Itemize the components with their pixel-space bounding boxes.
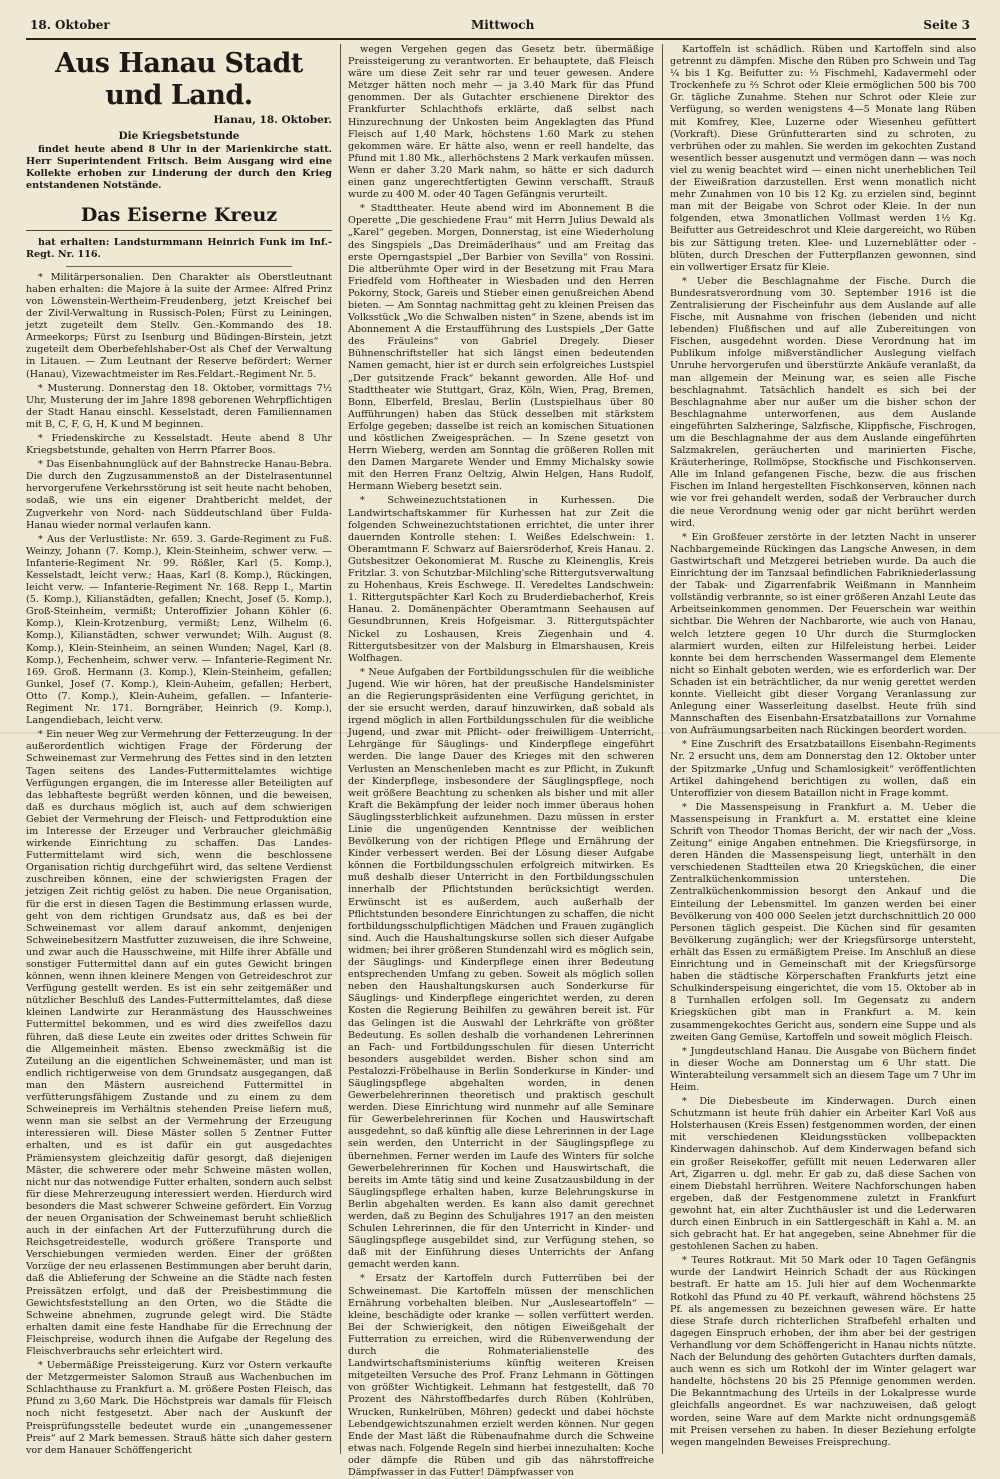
article-paragraph: * Ein Großfeuer zerstörte in der letzten Nacht in unserer Nachbargemeinde Rückingen das Langsche Anwesen, in dem Gastwirtschaft und Metzgerei betrieben wurde. Da auch die Einrichtung der im Tanzsaal befindlichen Fabrikniederlassung der Tabak- und Zigarrenfabrik Weißmann in Mannheim vollständig verbrannte, so ist einer größeren Anzahl Leute das Arbeitseinkommen genommen. Der Feuerschein war weithin sichtbar. Die Wehren der Nachbarorte, wie auch von Hanau, welch letztere gegen 10 Uhr durch die Sturmglocken alarmiert wurden, eilten zur Hilfeleistung herbei. Leider konnte bei dem herrschenden Wassermangel dem Elemente nicht so Einhalt geboten werden, wie es erforderlich war. Der Schaden ist ein beträchtlicher, da nur wenig gerettet werden konnte. Vielleicht gibt dieser Vorgang Veranlassung zur Anlegung einer Wasserleitung daselbst. Heute früh sind Mannschaften des Eisenbahn-Ersatzbataillons zur Vornahme von Aufräumungsarbeiten nach Rückingen beordert worden. [670, 531, 976, 737]
article-paragraph: * Jungdeutschland Hanau. Die Ausgabe von Büchern findet in dieser Woche am Donnerstag um 6 Uhr statt. Die Winterabteilung versammelt sich an diesem Tage um 7 Uhr im Heim. [670, 1045, 976, 1093]
article-paragraph: * Teures Rotkraut. Mit 50 Mark oder 10 Tagen Gefängnis wurde der Landwirt Heinrich Schadt der aus Rückingen bestraft. Er hatte am 15. Juli hier auf dem Wochenmarkte Rotkohl das Pfund zu 40 Pf. verkauft, während höchstens 25 Pf. als angemessen zu bezeichnen gewesen wäre. Er hatte diese Strafe durch richterlichen Strafbefehl erhalten und dagegen Einspruch erhoben, der ihm aber bei der gestrigen Verhandlung vor dem Schöffengericht in Hanau nichts nützte. Nach der Belundung des gehörten Gutachters durften damals, auch wenn es sich um Rotkohl der im Winter gelagert war handelte, höchstens 20 bis 25 Pfennige genommen werden. Die Bekanntmachung des Urteils in der Lokalpresse wurde gleichfalls angeordnet. Es war nachzuweisen, daß gelogt worden, seine Ware auf dem Markte nicht ordnungsgemäß mit Preisen versehen zu haben. In dieser Beziehung erfolgte wegen mangelnden Beweises Freisprechung. [670, 1255, 976, 1448]
article-paragraph: wegen Vergehen gegen das Gesetz betr. übermäßige Preissteigerung zu verantworten. Er behauptete, daß Fleisch wäre um diese Zeit sehr rar und teuer gewesen. Andere Metzger hätten noch mehr — ja 3.40 Mark für das Pfund genommen. Der als Gutachter erschienene Direktor des Frankfurter Schlachthofs erklärte, daß selbst nach Hinzurechnung der Unkosten beim Angeklagten das Pfund Fleisch auf 1,40 Mark, höchstens 1.60 Mark zu stehen gekommen wäre. Er hätte also, wenn er reell handelte, das Pfund mit 1.80 Mk., allerhöchstens 2 Mark verkaufen müssen. Wenn er daher 3.20 Mark nahm, so hätte er sich dadurch einen ganz ungerechtfertigten Gewinn verschafft. Strauß wurde zu 400 M. oder 40 Tagen Gefängnis verurteilt. [348, 44, 654, 201]
column-rule [662, 44, 663, 1454]
divider [66, 266, 292, 267]
section-masthead: Aus Hanau Stadt und Land. [55, 48, 303, 111]
dateline: Hanau, 18. Oktober. [213, 114, 332, 126]
article-columns [26, 44, 976, 1478]
article-paragraph: * Aus der Verlustliste: Nr. 659. 3. Garde-Regiment zu Fuß. Weinzy, Johann (7. Komp.), Klein-Steinheim, schwer verw. — Infanterie-Regiment Nr. 99. Rößler, Karl (5. Komp.), Kesselstadt, leicht verw.; Haas, Karl (8. Komp.), Rückingen, leicht verw. — Infanterie-Regiment Nr. 168. Repp I., Martin (5. Komp.), Kilianstädten, gefallen; Knecht, Josef (5. Komp.), Groß-Steinheim, vermißt; Unteroffizier Johann Köhler (6. Komp.), Klein-Krotzenburg, vermißt; Lenz, Wilhelm (6. Komp.), Kilianstädten, schwer verwundet; Wilh. August (8. Komp.), Klein-Steinheim, an seinen Wunden; Nagel, Karl (8. Komp.), Fechenheim, schwer verw. — Infanterie-Regiment Nr. 169. Groß. Hermann (3. Komp.), Klein-Steinheim, gefallen; Gunkel, Josef (7. Komp.), Klein-Auheim, gefallen; Herbert, Otto (7. Komp.), Klein-Auheim, gefallen. — Infanterie-Regiment Nr. 171. Borngräber, Heinrich (9. Komp.), Langendiebach, leicht verw. [26, 533, 332, 727]
article-paragraph: * Die Massenspeisung in Frankfurt a. M. Ueber die Massenspeisung in Frankfurt a. M. erstattet eine kleine Schrift von Theodor Thomas Bericht, der wir nach der „Voss. Zeitung“ einige Angaben entnehmen. Die Kriegsfürsorge, in deren Händen die Massenspeisung liegt, unterhält in den verschiedenen Stadtteilen etwa 20 Kriegsküchen, die einer Zentralküchenkommission unterstehen. Die Zentralküchenkommission besorgt den Ankauf und die Einteilung der Lebensmittel. Im ganzen werden bei einer Bevölkerung von 400 000 Seelen jetzt durchschnittlich 20 000 Personen täglich gespeist. Die Küchen sind für gesamten Bevölkerung zugänglich; wer der Kriegsfürsorge untersteht, erhält das Essen zu ermäßigtem Preise. Im Anschluß an diese Einrichtung und in Gemeinschaft mit der Kriegsfürsorge haben die städtische Körperschaften Frankfurts jetzt eine Schulkinderspeisung eingerichtet, die vom 15. Oktober ab in 8 Turnhallen erfolgen soll. Im Gegensatz zu andern Kriegsküchen gibt man in Frankfurt a. M. kein zusammengekochtes Gericht aus, sondern eine Suppe und als zweiten Gang Gemüse, Kartoffeln und soweit möglich Fleisch. [670, 801, 976, 1043]
article-paragraph: * Militärpersonalien. Den Charakter als Oberstleutnant haben erhalten: die Majore à la suite der Armee: Alfred Prinz von Löwenstein-Wertheim-Freudenberg, jetzt Kreischef bei der Zivil-Verwaltung in Russisch-Polen; Fürst zu Leiningen, jetzt zugeteilt dem Stellv. Gen.-Kommando des 18. Armeekorps; Fürst zu Isenburg und Büdingen-Birstein, jetzt zugeteilt dem Oberbefehlshaber-Ost als Chef der Verwaltung in Litauen. — Zum Leutnant der Reserve befördert: Werner (Hanau), Vizewachtmeister im Res.Feldart.-Regiment Nr. 5. [26, 271, 332, 380]
article-paragraph: hat erhalten: Landsturmmann Heinrich Funk im Inf.-Regt. Nr. 116. [26, 236, 332, 260]
iron-cross-title: Das Eiserne Kreuz [26, 203, 332, 231]
header-date: 18. Oktober [30, 18, 110, 32]
column-1 [26, 44, 332, 1454]
article-paragraph: * Uebermäßige Preissteigerung. Kurz vor Ostern verkaufte der Metzgermeister Salomon Strauß aus Wachenbuchen im Schlachthause zu Frankfurt a. M. größere Posten Fleisch, das Pfund zu 3,60 Mark. Die Höchstpreis war damals für Fleisch noch nicht festgesetzt. Aber nach der Auskunft der Preisprüfungsstelle bedeutet wurde ein „unangemessener Preis“ auf 2 Mark bemessen. Strauß hätte sich daher gestern vor dem Hanauer Schöffengericht [26, 1360, 332, 1456]
article-paragraph: * Eine Zuschrift des Ersatzbataillons Eisenbahn-Regiments Nr. 2 ersucht uns, dem am Donnerstag den 12. Oktober unter der Spitzmarke „Unfug und Schamlosigkeit“ veröffentlichten Artikel dahingehend berichtigen zu wollen, daß ein Unteroffizier von diesem Bataillon nicht in Frage kommt. [670, 739, 976, 799]
article-paragraph: * Das Eisenbahnunglück auf der Bahnstrecke Hanau-Bebra. Die durch den Zugzusammenstoß an der Distelrasentunnel hervorgerufene Verkehrsstörung ist seit heute nacht behoben, sodaß, wie uns ein eigener Drahtbericht meldet, der Zugverkehr von Nord- nach Süddeutschland über Fulda-Hanau wieder normal verlaufen kann. [26, 459, 332, 531]
article-paragraph: * Die Diebesbeute im Kinderwagen. Durch einen Schutzmann ist heute früh dahier ein Arbeiter Karl Voß aus Holsterhausen (Kreis Essen) festgenommen worden, der einen mit verschiedenen Kleidungsstücken vollbepackten Kinderwagen dahinschob. Auf dem Kinderwagen befand sich ein großer Reisekoffer, gefüllt mit neuen Lederwaren aller Art, Zigarren u. dgl. mehr. Er gab zu, daß diese Sachen von einem Diebstahl herrühren. Weitere Nachforschungen haben ergeben, daß der Festgenommene zuletzt in Frankfurt gewohnt hat, ein alter Zuchthäusler ist und die Lederwaren durch einen Einbruch in ein Sattlergeschäft in Kahl a. M. an sich gebracht hat. Er hat angegeben, seine Abnehmer für die gestohlenen Sachen zu haben. [670, 1096, 976, 1253]
header-weekday: Mittwoch [471, 18, 535, 32]
newspaper-page [26, 14, 976, 1478]
article-paragraph: findet heute abend 8 Uhr in der Marienkirche statt. Herr Superintendent Fritsch. Beim Ausgang wird eine Kollekte erhoben zur Linderung der durch den Krieg entstandenen Notstände. [26, 144, 332, 192]
article-paragraph: * Ersatz der Kartoffeln durch Futterrüben bei der Schweinemast. Die Kartoffeln müssen der menschlichen Ernährung vorbehalten bleiben. Nur „Ausleseartoffeln“ — kleine, beschädigte oder kranke — sollen verfüttert werden. Bei der Schwierigkeit, den nötigen Eiweißgehalt der Futterration zu erreichen, wird die Rübenverwendung der durch die Rohmaterialienstelle des Landwirtschaftsministeriums künftig weiteren Kreisen mitgeteilten Versuche des Prof. Franz Lehmann in Göttingen von größter Wichtigkeit. Lehmann hat festgestellt, daß 70 Prozent des Nährstoffbedarfes durch Rüben (Kohlrüben, Wrucken, Runkelrüben, Möhren) gedeckt und dabei höchste Lebendgewichtszunahmen erzielt werden können. Nur gegen Ende der Mast läßt die Rübenaufnahme durch die Schweine etwas nach. Folgende Regeln sind hierbei innezuhalten: Koche oder dämpfe die Rüben und gib das nährstoffreiche Dämpfwasser in das Futter! Dämpfwasser von [348, 1273, 654, 1478]
article-paragraph: * Stadttheater. Heute abend wird im Abonnement B die Operette „Die geschiedene Frau“ mit Herrn Julius Dewald als „Karel“ gegeben. Morgen, Donnerstag, ist eine Wiederholung des Singspiels „Das Dreimäderlhaus“ und am Freitag das erste Operngastspiel „Der Barbier von Sevilla“ von Rossini. Die altberühmte Oper wird in der Besetzung mit Frau Mara Friedfeld vom Hoftheater in Wiesbaden und den Herren Pokorny, Stock, Gareis und Stieber einen genußreichen Abend bieten. — Am Sonntag nachmittag geht zu kleinen Preisen das Volksstück „Wo die Schwalben nisten“ in Szene, abends ist im Abonnement A die Erstaufführung des Lustspiels „Der Gatte des Fräuleins“ von Gabriel Dregely. Dieser Bühnenschriftsteller hat sich längst einen bedeutenden Namen gemacht, hier ist er durch sein erfolgreiches Lustspiel „Der gutsitzende Frack“ bekannt geworden. Alle Hof- und Stadttheater wie Stuttgart, Graz, Köln, Wien, Prag, Bremen, Bonn, Elberfeld, Breslau, Berlin (Lustspielhaus über 80 Aufführungen) haben das Stück desselben mit stärkstem Erfolge gegeben; dasselbe ist reich an komischen Situationen und köstlichen Zweigesprächen. — In Szene gesetzt von Herrn Wieberg, werden am Sonntag die größeren Rollen mit den Damen Margarete Wender und Emmy Michalsky sowie mit den Herren Franz Oeltzig, Alwin Helgen, Hans Rudolf, Hermann Wieberg besetzt sein. [348, 203, 654, 493]
article-paragraph: * Friedenskirche zu Kesselstadt. Heute abend 8 Uhr Kriegsbetstunde, gehalten von Herrn Pfarrer Boos. [26, 432, 332, 457]
article-paragraph: * Neue Aufgaben der Fortbildungsschulen für die weibliche Jugend. Wie wir hören, hat der preußische Handelsminister an die Regierungspräsidenten eine Verfügung gerichtet, in der sie ersucht werden, darauf hinzuwirken, daß sobald als irgend möglich in allen Fortbildungsschulen für die weibliche Jugend, und zwar mit Pflicht- oder freiwilligem Unterricht, Lehrgänge für Säuglings- und Kinderpflege eingeführt werden. Die lange Dauer des Krieges mit den schweren Verlusten an Menschenleben macht es zur Pflicht, in Zukunft der Kinderpflege, insbesondere der Säuglingspflege, noch weit größere Beachtung zu schenken als bisher und mit aller Kraft die Bekämpfung der leider noch immer überaus hohen Säuglingssterblichkeit aufzunehmen. Dazu müssen in erster Linie die ungenügenden Kenntnisse der weiblichen Bevölkerung von der richtigen Pflege und Ernährung der Kinder verbessert werden. Bei der Lösung dieser Aufgabe können die Fortbildungsschulen erfolgreich mitwirken. Es muß deshalb dieser Unterricht in den Fortbildungsschulen innerhalb der Pflichtstunden berücksichtigt werden. Erwünscht ist es außerdem, auch außerhalb der Pflichtstunden besondere Einrichtungen zu schaffen, die nicht fortbildungsschulpflichtigen Mädchen und Frauen zugänglich sind. Auch die Haushaltungskurse sollen sich dieser Aufgabe widmen; bei ihrer größeren Stundenzahl wird es möglich sein, der Säuglings- und Kinderpflege einen ihrer Bedeutung entsprechenden Umfang zu geben. Soweit als möglich sollen neben den Haushaltungskursen auch Sonderkurse für Säuglings- und Kinderpflege eingerichtet werden, zu deren Kosten die Regierung Beihilfen zu gewähren bereit ist. Für das Gelingen ist die Auswahl der Lehrkräfte von größter Bedeutung. Es sollen deshalb die vorhandenen Lehrerinnen an Fach- und Fortbildungsschulen für diesen Unterricht besonders ausgebildet werden. Bisher schon sind am Pestalozzi-Fröbelhause in Berlin Sonderkurse in Kinder- und Säuglingspflege abgehalten worden, in denen Gewerbelehrerinnen theoretisch und praktisch geschult werden. Diese Einrichtung wird nunmehr auf alle Seminare für Gewerbelehrerinnen für Kochen und Hauswirtschaft ausgedehnt, so daß künftig alle diese Lehrerinnen in der Lage sein werden, den Unterricht in der Säuglingspflege zu übernehmen. Ferner werden im Laufe des Winters für solche Gewerbelehrerinnen für Kochen und Hauswirtschaft, die bereits im Amte tätig sind und keine Zusatzausbildung in der Säuglingspflege erhalten haben, kurze Belehrungskurse in Berlin abgehalten werden. Es kann also damit gerechnet werden, daß zu Beginn des Schuljahres 1917 an den meisten Schulen Lehrerinnen, die für den Unterricht in Kinder- und Säuglingspflege ausgebildet sind, zur Verfügung stehen, so daß mit der Einführung dieses Unterrichts der Anfang gemacht werden kann. [348, 666, 654, 1271]
article-paragraph: Kartoffeln ist schädlich. Rüben und Kartoffeln sind also getrennt zu dämpfen. Mische den Rüben pro Schwein und Tag ¼ bis 1 Kg. Beifutter zu: ⅓ Fischmehl, Kadavermehl oder Trockenhefe zu ⅔ Schrot oder Kleie ermöglichen 500 bis 700 Gr. tägliche Zunahme. Stehen nur Schrot oder Kleie zur Verfügung, so werden wenigstens 4—5 Monate lang Rüben mit Komfrey, Klee, Luzerne oder Wiesenheu gefüttert (Vorkraft). Diese Grünfutterarten sind zu schroten, zu verbrühen oder zu mahlen. Sie werden im gekochten Zustand wesentlich besser ausgenutzt und vermögen dann — was noch viel zu wenig beachtet wird — einen nicht unerheblichen Teil der Eiweißration darzustellen. Erst wenn monatlich nicht mehr Zunahmen von 10 bis 12 Kg. zu erzielen sind, beginnt man mit der Beigabe von Schrot oder Kleie. In der nun folgenden, etwa 3monatlichen Vollmast werden 1½ Kg. Beifutter aus Getreideschrot und Kleie dargereicht, wo Rüben bis zur Sättigung treten. Klee- und Luzerneblätter oder -blüten, durch Dreschen der Futterpflanzen gewonnen, sind ein vollwertiger Ersatz für Kleie. [670, 44, 976, 273]
column-2 [348, 44, 654, 1478]
running-header [26, 14, 976, 40]
header-page-number: Seite 3 [923, 18, 970, 32]
article-paragraph: * Schweinezuchtstationen in Kurhessen. Die Landwirtschaftskammer für Kurhessen hat zur Zeit die folgenden Schweinezuchtstationen errichtet, die unter ihrer dauernden Kontrolle stehen: I. Weißes Edelschwein: 1. Oberamtmann F. Schwarz auf Baiersröderhof, Kreis Hanau. 2. Gutsbesitzer Oekonomierat M. Rusche zu Kleinenglis, Kreis Fritzlar. 3. von Schutzbar-Milchling'sche Rittergutsverwaltung zu Hohenhaus, Kreis Eschwege. II. Veredeltes Landschwein: 1. Rittergutspächter Karl Koch zu Bruderdiebacherhof, Kreis Hanau. 2. Domänenpächter Oberamtmann Seehausen auf Gesundbrunnen, Kreis Hofgeismar. 3. Rittergutspächter Nickel zu Loshausen, Kreis Ziegenhain und 4. Rittergutsbesitzer von der Malsburg in Elmarshausen, Kreis Wolfhagen. [348, 495, 654, 664]
column-rule [340, 44, 341, 1454]
article-paragraph: * Ueber die Beschlagnahme der Fische. Durch die Bundesratsverordnung vom 30. September 1916 ist die Zentralisierung der Fischeinfuhr aus dem Auslande auf alle Fische, mit Ausnahme von frischen (lebenden und nicht lebenden) Flußfischen und auf alle Zubereitungen von Fischen, ausgedehnt worden. Diese Verordnung hat im Publikum infolge mißverständlicher Auslegung vielfach Unruhe hervorgerufen und überstürzte Ankäufe veranlaßt, da man allgemein der Meinung war, es seien alle Fische beschlagnahmt. Tatsächlich handelt es sich bei der Beschlagnahme aber nur außer um die bisher schon der Beschlagnahme unterworfenen, aus dem Auslande eingeführten Salzheringe, Salzfische, Klippfische, Fischrogen, um die Beschlagnahme der aus dem Auslande eingeführten Salzmakrelen, geräucherten und marinierten Fische, Kräuterheringe, Rollmöpse, Stockfische und Fischkonserven. Alle im Inland gefangenen Fische, bezw. die aus frischen Fischen im Inland hergestellten Fischkonserven, können nach wie vor frei gehandelt werden, sodaß der Verbraucher durch die neue Verordnung wenig oder gar nicht berührt werden wird. [670, 275, 976, 529]
article-paragraph: * Musterung. Donnerstag den 18. Oktober, vormittags 7½ Uhr, Musterung der im Jahre 1898 geborenen Wehrpflichtigen der Stadt Hanau einschl. Kesselstadt, deren Familiennamen mit B, C, F, G, H, K und M beginnen. [26, 382, 332, 430]
column-3 [670, 44, 976, 1454]
article-paragraph: * Ein neuer Weg zur Vermehrung der Fetterzeugung. In der außerordentlich wichtigen Frage der Förderung der Schweinemast zur Vermehrung des Fettes sind in den letzten Tagen seitens des Landes-Futtermittelamtes wichtige Verfügungen ergangen, die im Interesse aller Beteiligten auf das lebhafteste begrüßt werden können, und die beweisen, daß es durchaus möglich ist, auch auf dem schwierigen Gebiet der Vermehrung der Fleisch- und Fettproduktion eine im Interesse der Erzeuger und Verbraucher gleichmäßig wirkende Einrichtung zu schaffen. Das Landes-Futtermittelamt wird sich, wenn die beschlossene Organisation richtig durchgeführt wird, das seltene Verdienst zuschreiben können, eine der schwierigsten Fragen der jetzigen Zeit richtig gelöst zu haben. Die neue Organisation, für die erst in diesen Tagen die Bestimmung erlassen wurde, geht von dem richtigen Grundsatz aus, daß es bei der Schweinemast vor allem darauf ankommt, denjenigen Schweinebesitzern Mastfutter zuzuweisen, die ihre Schweine, und zwar auch die Hausschweine, mit Hilfe ihrer Abfälle und sonstiger Futtermittel dann auf ein gutes Gewicht bringen können, wenn ihnen kleinere Mengen von Getreideschrot zur Verfügung gestellt werden. Es ist ein sehr zeitgemäßer und nützlicher Beschluß des Landes-Futtermittelamtes, daß diese kleinen Landwirte zur Heranmästung des Hausschweines Futtermittel bekommen, und es wird dies zweifellos dazu führen, daß diese Leute ein zweites oder drittes Schwein für die Allgemeinheit mästen. Ebenso zweckmäßig ist die Zuteilung an die eigentlichen Schweinemäster, und man ist endlich richtigerweise von dem Grundsatz ausgegangen, daß man den Mästern ausreichend Futtermittel in verfütterungsfähigem Zustande und zu einem zu dem Schweinepreis im Verhältnis stehenden Preise liefern muß, wenn man sie selbst an der Vermehrung der Erzeugung interessieren will. Diese Mäster sollen 5 Zentner Futter erhalten, und es ist dafür ein gut ausgedachtes Prämiensystem gleichzeitig dafür gesorgt, daß diejenigen Mäster, die schwerere oder mehr Schweine mästen wollen, nicht nur das notwendige Futter erhalten, sondern auch selbst für diese Mehrerzeugung interessiert werden. Hierdurch wird besonders die Mast schwerer Schweine gefördert. Ein Vorzug der neuen Organisation der Schweinemast beruht schließlich auch in der einfachen Art der Futterzuführung durch die Reichsgetreidestelle, wodurch größere Transporte und Verschiebungen vermieden werden. Einer der größten Vorzüge der neu erlassenen Bestimmungen aber beruht darin, daß die Ablieferung der Schweine an die Städte nach festen Preissätzen erfolgt, und daß der Preisbestimmung die Gewichtsfeststellung an den Orten, wo die Städte die Schweine abnehmen, zugrunde gelegt wird. Die Städte erhalten damit eine feste Handhabe für die Errechnung der Fleischpreise, wodurch ihnen die Aufgabe der Regelung des Fleischverbrauchs sehr erleichtert wird. [26, 729, 332, 1357]
article-heading: Die Kriegsbetstunde [118, 130, 240, 143]
